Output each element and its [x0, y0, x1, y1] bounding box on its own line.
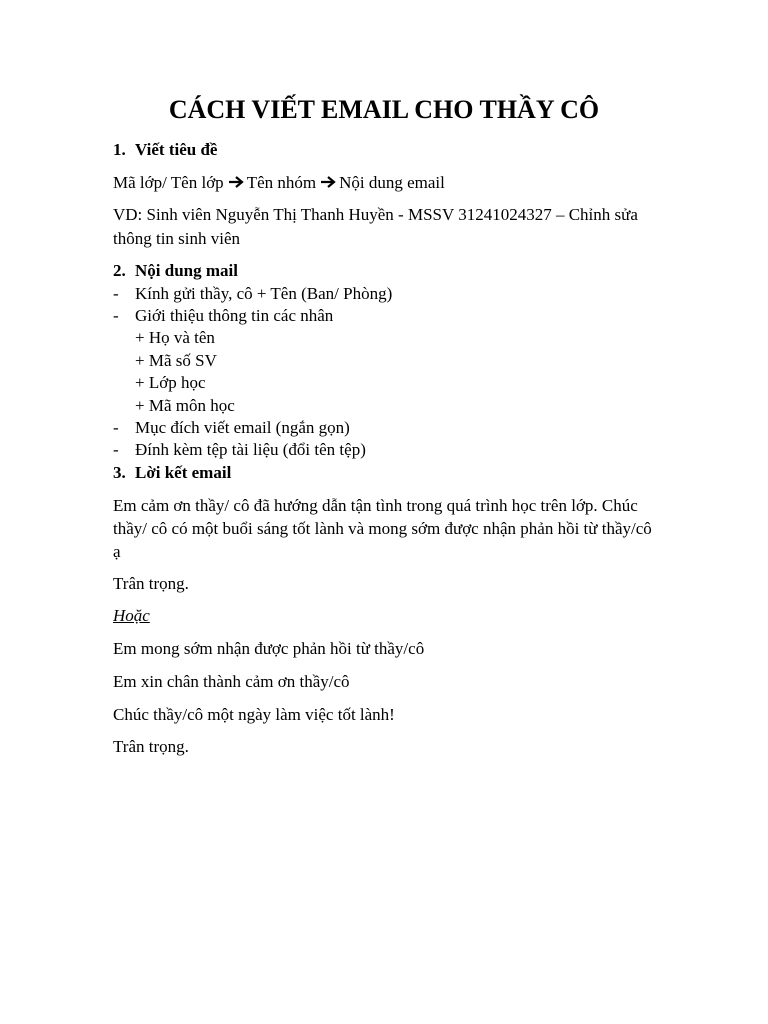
signoff-1: Trân trọng.: [113, 574, 189, 593]
list-item: [113, 283, 392, 305]
section-1-title: Viết tiêu đề: [135, 140, 218, 159]
section-3-heading: [113, 462, 231, 484]
bullet-attachment: Đính kèm tệp tài liệu (đổi tên tệp): [135, 440, 366, 459]
example-line-1: VD: Sinh viên Nguyễn Thị Thanh Huyền - MSSV 31241024327 – Chỉnh sửa: [113, 205, 638, 224]
list-item: [113, 305, 333, 327]
format-part-3: Nội dung email: [339, 173, 445, 192]
format-part-2: Tên nhóm: [246, 173, 317, 192]
list-item: [113, 439, 366, 461]
alternative-line-1: Em mong sớm nhận được phản hồi từ thầy/cô: [113, 639, 425, 658]
bullet-introduction: Giới thiệu thông tin các nhân: [135, 306, 334, 325]
example-line-2: thông tin sinh viên: [113, 229, 241, 248]
section-3-title: Lời kết email: [135, 463, 232, 482]
right-arrow-icon: [228, 175, 244, 189]
signoff-2: Trân trọng.: [113, 737, 189, 756]
bullet-greeting: Kính gửi thầy, cô + Tên (Ban/ Phòng): [135, 284, 393, 303]
section-1-number: 1.: [113, 140, 126, 159]
alternative-label: Hoặc: [113, 606, 150, 625]
bullet-purpose: Mục đích viết email (ngắn gọn): [135, 418, 350, 437]
section-3-number: 3.: [113, 463, 126, 482]
subject-format-line: [113, 172, 445, 194]
sub-item-student-id: + Mã số SV: [135, 351, 217, 370]
sub-item-course-code: + Mã môn học: [135, 396, 235, 415]
bullet-dash: -: [113, 440, 119, 459]
bullet-dash: -: [113, 284, 119, 303]
closing-line-2: thầy/ cô có một buổi sáng tốt lành và mong sớm được nhận phản hồi từ thầy/cô: [113, 519, 652, 538]
right-arrow-icon: [320, 175, 336, 189]
list-item: [113, 417, 350, 439]
bullet-dash: -: [113, 418, 119, 437]
sub-item-class: + Lớp học: [135, 373, 206, 392]
section-2-title: Nội dung mail: [135, 261, 238, 280]
alternative-line-3: Chúc thầy/cô một ngày làm việc tốt lành!: [113, 705, 395, 724]
alternative-line-2: Em xin chân thành cảm ơn thầy/cô: [113, 672, 350, 691]
bullet-dash: -: [113, 306, 119, 325]
closing-line-1: Em cảm ơn thầy/ cô đã hướng dẫn tận tình trong quá trình học trên lớp. Chúc: [113, 496, 638, 515]
section-2-heading: [113, 260, 238, 282]
section-2-number: 2.: [113, 261, 126, 280]
section-1-heading: [113, 139, 217, 161]
sub-item-full-name: + Họ và tên: [135, 328, 215, 347]
format-part-1: Mã lớp/ Tên lớp: [113, 173, 224, 192]
document-title: CÁCH VIẾT EMAIL CHO THẦY CÔ: [168, 95, 600, 124]
closing-line-3: ạ: [113, 542, 121, 561]
